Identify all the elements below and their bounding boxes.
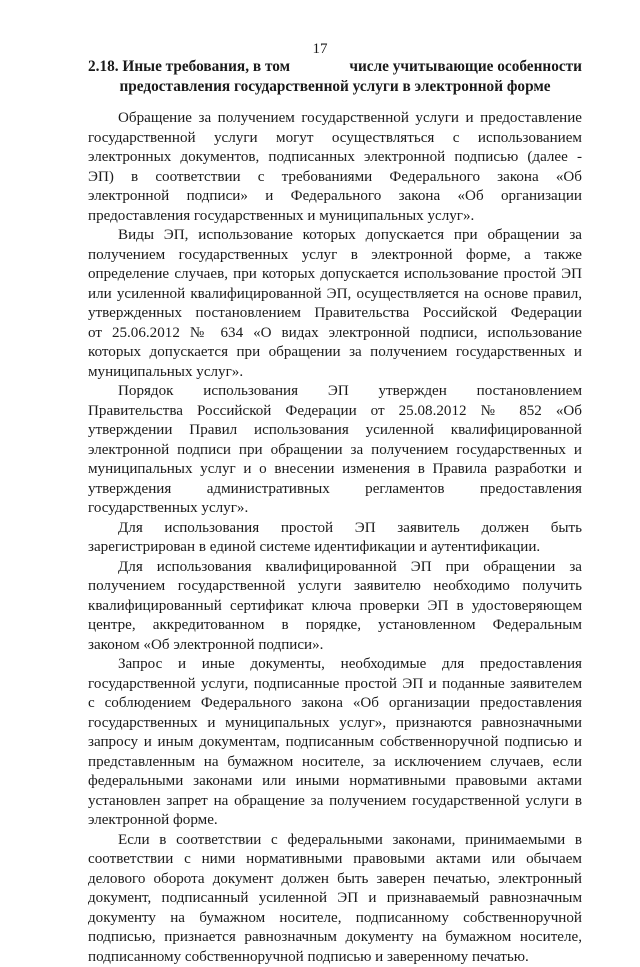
paragraph-line: электронных документов, подписанных электронной подписью (далее - — [88, 148, 582, 168]
paragraph-line: государственной услуги могут осуществляться с использованием — [88, 129, 582, 149]
paragraph-line: предоставления государственных и муниципальных услуг». — [88, 207, 582, 227]
paragraph-line: утверждении Правил использования усиленной квалифицированной — [88, 421, 582, 441]
paragraph-line: установлен запрет на обращение за получением государственной услуги в — [88, 792, 582, 812]
paragraph-line: от 25.06.2012 № 634 «О видах электронной подписи, использование — [88, 324, 582, 344]
paragraph-line: утвержденных постановлением Правительства Российской Федерации — [88, 304, 582, 324]
paragraph-line: Правительства Российской Федерации от 25.08.2012 № 852 «Об — [88, 402, 582, 422]
paragraph — [88, 558, 582, 656]
paragraph-line: зарегистрирован в единой системе идентификации и аутентификации. — [88, 538, 582, 558]
paragraph-line: государственных и муниципальных услуг», признаются равнозначными — [88, 714, 582, 734]
heading-line-1 — [88, 57, 582, 77]
paragraph-line: запросу и иным документам, подписанным собственноручной подписью и — [88, 733, 582, 753]
paragraph — [88, 831, 582, 967]
paragraph-line: федеральными законами или иными нормативными правовыми актами — [88, 772, 582, 792]
paragraph-line: подписью, признается равнозначным документу на бумажном носителе, — [88, 928, 582, 948]
paragraph-line: получением государственной услуги заявителю необходимо получить — [88, 577, 582, 597]
paragraph-line: которых допускается при обращении за получением государственных и — [88, 343, 582, 363]
section-heading — [88, 57, 582, 97]
paragraph-line: определение случаев, при которых допускается использование простой ЭП — [88, 265, 582, 285]
paragraph — [88, 382, 582, 519]
paragraph-line: Для использования квалифицированной ЭП при обращении за — [88, 558, 582, 578]
paragraph-line: утверждения административных регламентов предоставления — [88, 480, 582, 500]
paragraph-line: Виды ЭП, использование которых допускается при обращении за — [88, 226, 582, 246]
paragraph-line: государственных услуг». — [88, 499, 582, 519]
paragraph-line: Обращение за получением государственной услуги и предоставление — [88, 109, 582, 129]
paragraph-line: квалифицированный сертификат ключа проверки ЭП в удостоверяющем — [88, 597, 582, 617]
paragraph-line: муниципальных услуг и о внесении изменения в Правила разработки и — [88, 460, 582, 480]
paragraph-line: электронной подписи при обращении за получением государственных и — [88, 441, 582, 461]
paragraph-line: законом «Об электронной подписи». — [88, 636, 582, 656]
paragraph — [88, 655, 582, 831]
paragraph — [88, 519, 582, 558]
paragraph-line: соответствии с ними нормативными правовыми актами или обычаем — [88, 850, 582, 870]
heading-line-2: предоставления государственной услуги в электронной форме — [88, 77, 582, 97]
paragraph-line: электронной подписи» и Федерального закона «Об организации — [88, 187, 582, 207]
paragraph-line: или усиленной квалифицированной ЭП, осуществляется на основе правил, — [88, 285, 582, 305]
paragraph-line: Порядок использования ЭП утвержден постановлением — [88, 382, 582, 402]
page-number: 17 — [0, 40, 640, 58]
paragraph-line: ЭП) в соответствии с требованиями Федерального закона «Об — [88, 168, 582, 188]
paragraph-line: Запрос и иные документы, необходимые для предоставления — [88, 655, 582, 675]
paragraph-line: с соблюдением Федерального закона «Об организации предоставления — [88, 694, 582, 714]
paragraph-line: представленным на бумажном носителе, за исключением случаев, если — [88, 753, 582, 773]
paragraph-line: Для использования простой ЭП заявитель должен быть — [88, 519, 582, 539]
paragraph-line: документу на бумажном носителе, подписанному собственноручной — [88, 909, 582, 929]
paragraph-line: получением государственных услуг в электронной форме, а также — [88, 246, 582, 266]
paragraph-line: Если в соответствии с федеральными законами, принимаемыми в — [88, 831, 582, 851]
document-body — [88, 109, 582, 967]
paragraph — [88, 109, 582, 226]
paragraph — [88, 226, 582, 382]
paragraph-line: электронной форме. — [88, 811, 582, 831]
paragraph-line: подписанному собственноручной подписью и заверенному печатью. — [88, 948, 582, 967]
heading-line-1-right: числе учитывающие особенности — [349, 57, 582, 77]
paragraph-line: центре, аккредитованном в порядке, установленном Федеральным — [88, 616, 582, 636]
heading-line-1-left: 2.18. Иные требования, в том — [88, 57, 290, 77]
paragraph-line: государственной услуги, подписанные простой ЭП и поданные заявителем — [88, 675, 582, 695]
paragraph-line: документ, подписанный усиленной ЭП и признаваемый равнозначным — [88, 889, 582, 909]
paragraph-line: муниципальных услуг». — [88, 363, 582, 383]
paragraph-line: делового оборота документ должен быть заверен печатью, электронный — [88, 870, 582, 890]
